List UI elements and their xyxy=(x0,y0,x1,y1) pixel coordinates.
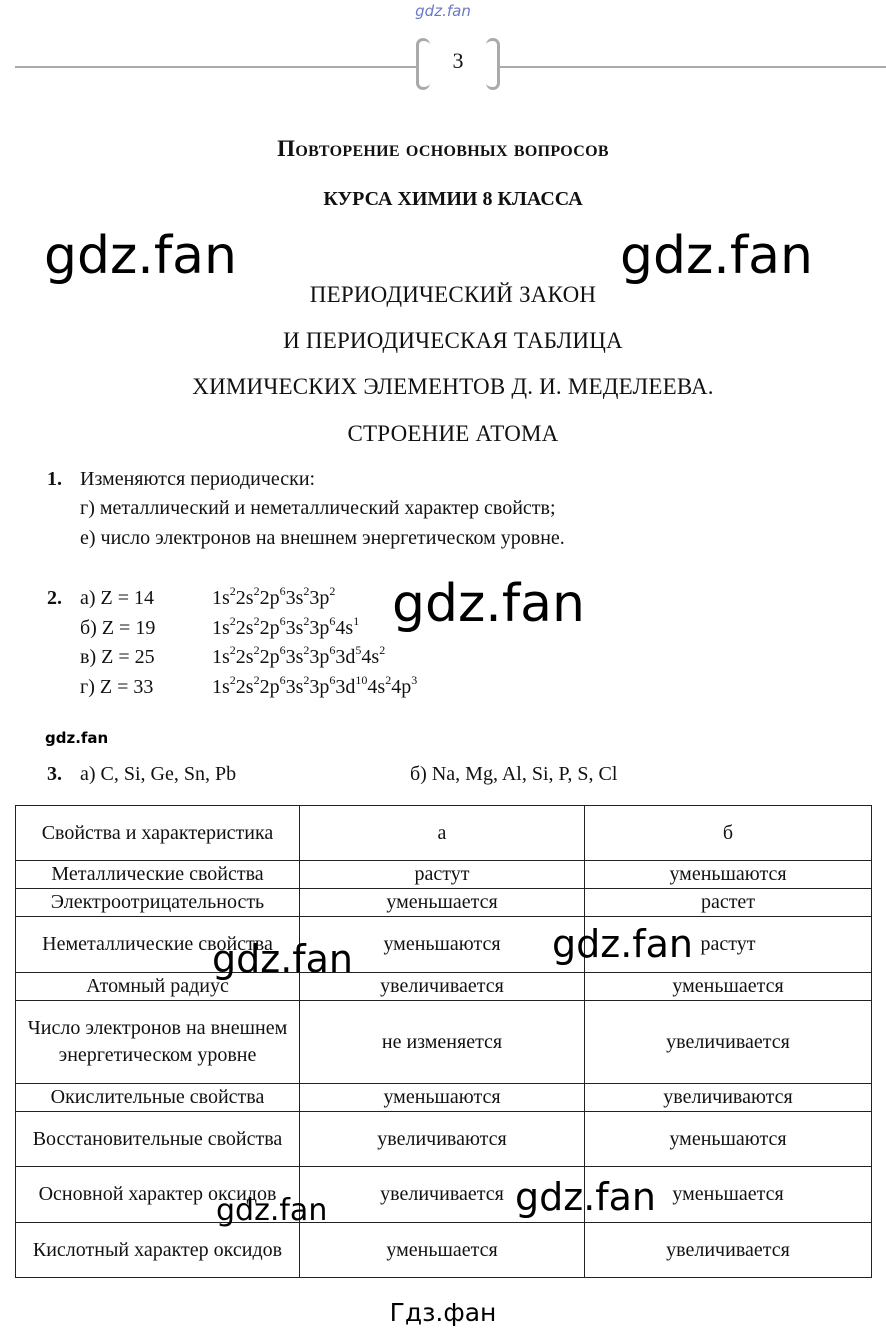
section-title-line-3: ХИМИЧЕСКИХ ЭЛЕМЕНТОВ Д. И. МЕДЕЛЕЕВА. xyxy=(192,374,714,399)
config-formula xyxy=(212,643,386,669)
table-row xyxy=(16,1223,872,1278)
table-row xyxy=(16,973,872,1001)
heading-line-2: КУРСА ХИМИИ 8 КЛАССА xyxy=(323,188,583,210)
watermark-table-1: gdz.fan xyxy=(212,937,354,981)
property-name-cell: Кислотный характер оксидов xyxy=(16,1223,300,1278)
section-title-line-2: И ПЕРИОДИЧЕСКАЯ ТАБЛИЦА xyxy=(283,328,623,353)
watermark-main-3: gdz.fan xyxy=(392,574,585,634)
electron-count: 6 xyxy=(279,643,286,657)
electron-count: 2 xyxy=(303,643,310,657)
orbital: 3p xyxy=(309,646,330,668)
orbital: 3s xyxy=(285,587,304,609)
property-name-cell: Окислительные свойства xyxy=(16,1084,300,1112)
group-a-cell: увеличиваются xyxy=(300,1112,585,1167)
watermark-main-2: gdz.fan xyxy=(620,226,813,286)
property-name-cell: Неметаллические свойства xyxy=(16,917,300,973)
watermark-small: gdz.fan xyxy=(45,729,109,747)
config-formula xyxy=(212,614,360,640)
question-1-number: 1. xyxy=(47,468,62,490)
group-b-cell: увеличивается xyxy=(585,1223,872,1278)
electron-count: 6 xyxy=(329,673,336,687)
group-b-cell: уменьшается xyxy=(585,1167,872,1223)
orbital: 2s xyxy=(235,646,254,668)
table-row xyxy=(16,1112,872,1167)
section-title-line-4: СТРОЕНИЕ АТОМА xyxy=(347,421,559,446)
question-1-item: г) металлический и неметаллический характер свойств; xyxy=(80,497,556,519)
group-a-cell: увеличивается xyxy=(300,1167,585,1223)
electron-count: 2 xyxy=(303,584,310,598)
orbital: 2p xyxy=(259,617,280,639)
watermark-table-2: gdz.fan xyxy=(552,922,694,966)
electron-count: 2 xyxy=(253,584,260,598)
orbital: 1s xyxy=(212,617,230,639)
config-label: г) Z = 33 xyxy=(80,676,154,698)
group-b-cell: растут xyxy=(585,917,872,973)
orbital: 3d xyxy=(335,676,356,698)
question-3-group-b: б) Na, Mg, Al, Si, P, S, Cl xyxy=(410,763,618,785)
config-label: а) Z = 14 xyxy=(80,587,155,609)
page-number: 3 xyxy=(452,48,464,73)
group-b-cell: уменьшаются xyxy=(585,861,872,889)
group-a-cell: уменьшается xyxy=(300,889,585,917)
question-1-item: е) число электронов на внешнем энергетическом уровне. xyxy=(80,527,565,549)
watermark-top: gdz.fan xyxy=(415,2,471,20)
orbital: 1s xyxy=(212,676,230,698)
electron-count: 2 xyxy=(303,614,310,628)
properties-table xyxy=(15,805,872,1278)
electron-count: 6 xyxy=(329,614,336,628)
electron-count: 3 xyxy=(411,673,418,687)
config-label: в) Z = 25 xyxy=(80,646,155,668)
electron-count: 6 xyxy=(279,614,286,628)
table-header-cell: б xyxy=(585,806,872,861)
electron-count: 6 xyxy=(279,584,286,598)
watermark-table-4: gdz.fan xyxy=(216,1193,328,1228)
orbital: 3s xyxy=(285,617,304,639)
property-name-cell: Электроотрицательность xyxy=(16,889,300,917)
question-1-intro: Изменяются периодически: xyxy=(80,468,316,490)
group-a-cell: увеличивается xyxy=(300,973,585,1001)
property-name-cell: Основной характер оксидов xyxy=(16,1167,300,1223)
property-name-cell: Число электронов на внешнем энергетическом уровне xyxy=(16,1001,300,1084)
electron-count: 2 xyxy=(253,673,260,687)
question-3-number: 3. xyxy=(47,763,62,785)
orbital: 2p xyxy=(259,676,280,698)
orbital: 3p xyxy=(309,676,330,698)
question-3-group-a: а) C, Si, Ge, Sn, Pb xyxy=(80,763,237,785)
page-number-bracket-right xyxy=(486,38,500,90)
header-rule-left xyxy=(15,66,418,68)
property-name-cell: Атомный радиус xyxy=(16,973,300,1001)
electron-count: 10 xyxy=(355,673,368,687)
orbital: 1s xyxy=(212,646,230,668)
orbital: 3d xyxy=(335,646,356,668)
group-a-cell: уменьшаются xyxy=(300,917,585,973)
electron-count: 2 xyxy=(379,643,386,657)
table-row xyxy=(16,1167,872,1223)
group-b-cell: увеличивается xyxy=(585,1001,872,1084)
table-header-cell: Свойства и характеристика xyxy=(16,806,300,861)
electron-count: 6 xyxy=(329,643,336,657)
watermark-table-3: gdz.fan xyxy=(515,1175,657,1219)
orbital: 3p xyxy=(309,587,330,609)
property-name-cell: Восстановительные свойства xyxy=(16,1112,300,1167)
table-row xyxy=(16,1001,872,1084)
orbital: 2p xyxy=(259,646,280,668)
orbital: 2s xyxy=(235,676,254,698)
group-b-cell: растет xyxy=(585,889,872,917)
heading-line-1: Повторение основных вопросов xyxy=(277,136,609,161)
table-header-cell: а xyxy=(300,806,585,861)
orbital: 3s xyxy=(285,676,304,698)
electron-count: 2 xyxy=(229,673,236,687)
electron-count: 2 xyxy=(229,614,236,628)
orbital: 4s xyxy=(367,676,386,698)
electron-count: 6 xyxy=(279,673,286,687)
group-a-cell: не изменяется xyxy=(300,1001,585,1084)
property-name-cell: Металлические свойства xyxy=(16,861,300,889)
group-a-cell: растут xyxy=(300,861,585,889)
electron-count: 2 xyxy=(253,614,260,628)
orbital: 3s xyxy=(285,646,304,668)
group-a-cell: уменьшается xyxy=(300,1223,585,1278)
orbital: 4s xyxy=(361,646,380,668)
table-row xyxy=(16,1084,872,1112)
table-header-row xyxy=(16,806,872,861)
table-row xyxy=(16,861,872,889)
group-a-cell: уменьшаются xyxy=(300,1084,585,1112)
orbital: 4p xyxy=(391,676,412,698)
group-b-cell: уменьшаются xyxy=(585,1112,872,1167)
orbital: 4s xyxy=(335,617,354,639)
orbital: 2s xyxy=(235,617,254,639)
electron-count: 2 xyxy=(253,643,260,657)
orbital: 2s xyxy=(235,587,254,609)
orbital: 1s xyxy=(212,587,230,609)
page-number-bracket-left xyxy=(416,38,430,90)
electron-count: 2 xyxy=(329,584,336,598)
config-formula xyxy=(212,673,418,699)
table-row xyxy=(16,917,872,973)
config-label: б) Z = 19 xyxy=(80,617,156,639)
orbital: 3p xyxy=(309,617,330,639)
group-b-cell: увеличиваются xyxy=(585,1084,872,1112)
electron-count: 2 xyxy=(229,584,236,598)
group-b-cell: уменьшается xyxy=(585,973,872,1001)
electron-count: 2 xyxy=(303,673,310,687)
header-rule-right xyxy=(498,66,886,68)
section-title-line-1: ПЕРИОДИЧЕСКИЙ ЗАКОН xyxy=(309,282,597,307)
electron-count: 1 xyxy=(353,614,360,628)
watermark-bottom: Гдз.фан xyxy=(389,1298,497,1327)
electron-count: 2 xyxy=(385,673,392,687)
question-2-number: 2. xyxy=(47,587,62,609)
config-formula xyxy=(212,584,336,610)
electron-count: 5 xyxy=(355,643,362,657)
orbital: 2p xyxy=(259,587,280,609)
electron-count: 2 xyxy=(229,643,236,657)
table-row xyxy=(16,889,872,917)
watermark-main-1: gdz.fan xyxy=(44,226,237,286)
